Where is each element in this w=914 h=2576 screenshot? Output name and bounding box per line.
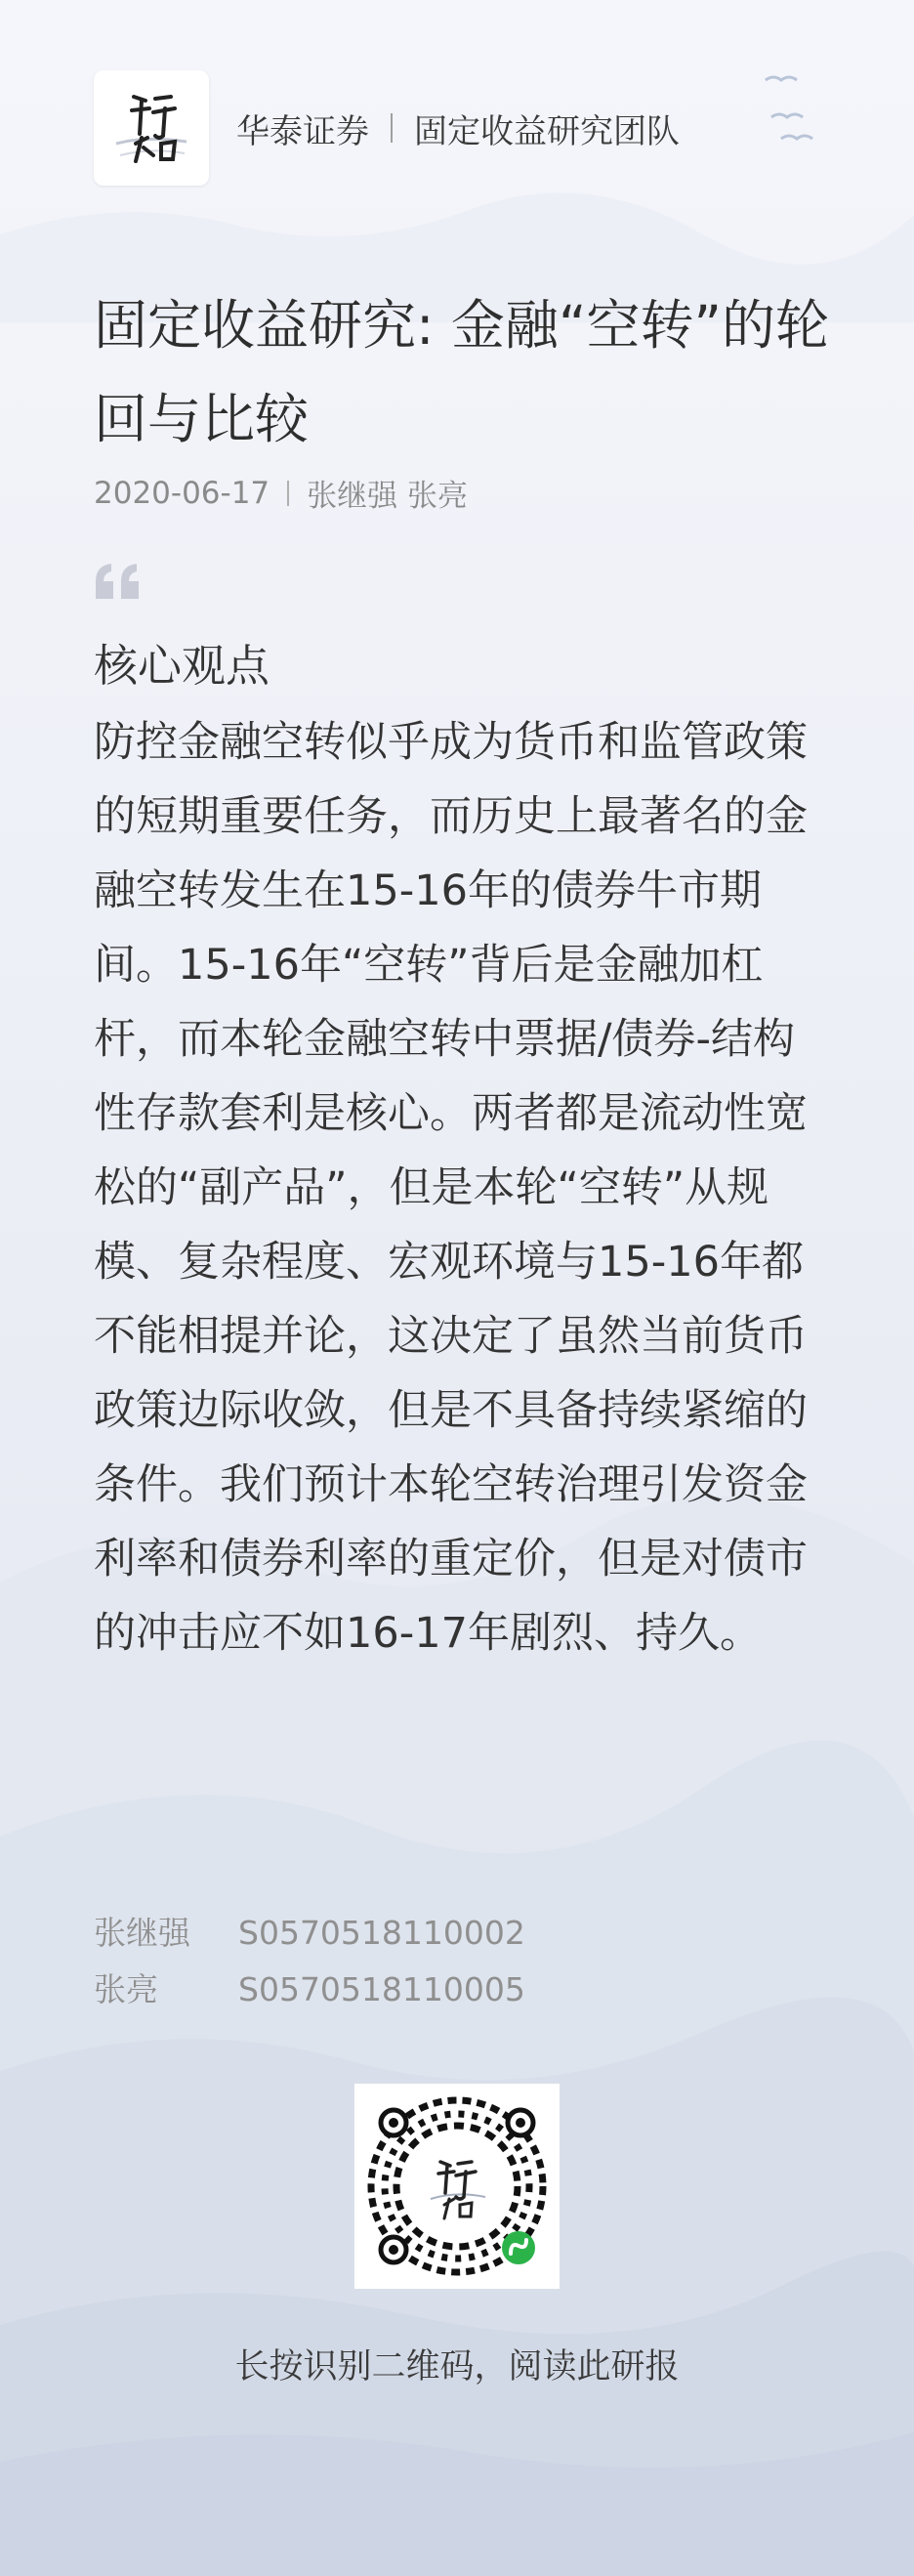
brand-name: 华泰证券	[236, 111, 369, 151]
authors: 张继强 张亮	[307, 479, 469, 514]
qr-code-icon	[354, 2084, 560, 2289]
body-paragraph: 防控金融空转似乎成为货币和监管政策的短期重要任务，而历史上最著名的金融空转发生在15-16年的债券牛市期间。15-16年“空转”背后是金融加杠杆，而本轮金融空转中票据/债券-结构性存款套利是核心。两者都是流动性宽松的“副产品”，但是本轮“空转”从规模、复杂程度、宏观环境与15-16年都不能相提并论，这决定了虽然当前货币政策边际收敛，但是不具备持续紧缩的条件。我们预计本轮空转治理引发资金利率和债券利率的重定价，但是对债市的冲击应不如16-17年剧烈、持久。	[94, 718, 808, 1658]
header	[94, 70, 680, 186]
logo[interactable]	[94, 70, 209, 186]
header-divider	[391, 113, 393, 143]
meta-divider	[287, 481, 289, 506]
birds-icon	[752, 68, 820, 156]
article-title: 固定收益研究: 金融“空转”的轮回与比较	[94, 294, 830, 450]
analyst-license: S0570518110002	[238, 1914, 525, 1952]
brush-logo-icon	[106, 83, 196, 173]
analyst-license: S0570518110005	[238, 1970, 525, 2008]
analyst-name: 张继强	[94, 1914, 190, 1952]
section-heading: 核心观点	[94, 640, 270, 692]
analyst-name: 张亮	[94, 1970, 158, 2008]
publish-date: 2020-06-17	[94, 475, 270, 511]
mini-program-qr-code[interactable]	[354, 2084, 560, 2289]
analyst-list	[94, 1905, 525, 2018]
analyst-row	[94, 1905, 525, 1962]
scan-instruction: 长按识别二维码，阅读此研报	[234, 2347, 680, 2386]
quote-mark-icon	[94, 562, 143, 601]
analyst-row	[94, 1962, 525, 2018]
article-meta	[94, 471, 468, 515]
team-name: 固定收益研究团队	[414, 111, 680, 151]
